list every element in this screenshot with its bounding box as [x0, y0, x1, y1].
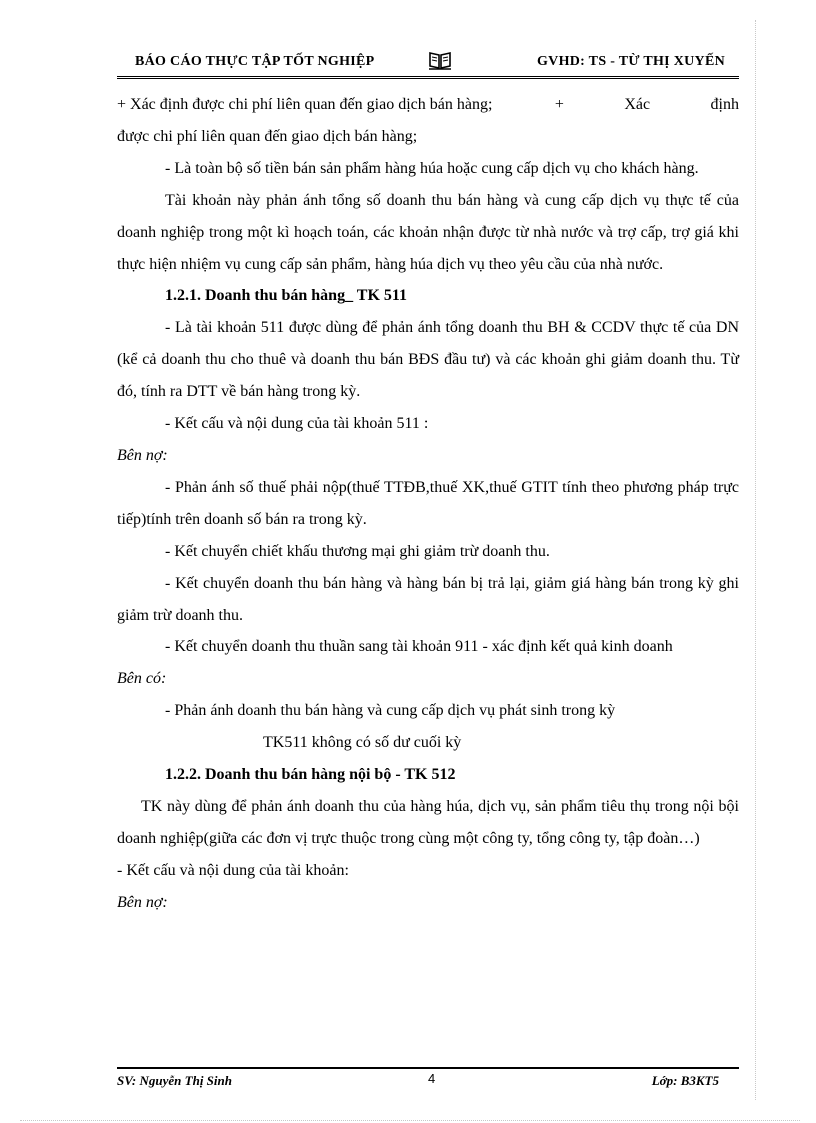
paragraph-9: - Phản ánh doanh thu bán hàng và cung cấp dịch vụ phát sinh trong kỳ — [165, 702, 616, 720]
document-body — [117, 89, 739, 919]
paragraph-8: - Kết chuyển doanh thu thuần sang tài khoản 911 - xác định kết quả kinh doanh — [165, 638, 673, 656]
header-advisor: GVHD: TS - TỪ THỊ XUYẾN — [536, 54, 725, 69]
body-line-1-plus: + — [554, 96, 564, 113]
section-heading-1-2-1: 1.2.1. Doanh thu bán hàng_ TK 511 — [165, 287, 408, 305]
page-header — [117, 50, 739, 79]
page-number: 4 — [428, 1071, 436, 1086]
body-line-1-word-2: định — [710, 96, 739, 113]
label-ben-no-2: Bên nợ: — [117, 893, 168, 911]
paragraph-4: - Kết cấu và nội dung của tài khoản 511 : — [165, 415, 429, 433]
header-report-title: BÁO CÁO THỰC TẬP TỐT NGHIỆP — [135, 54, 375, 69]
label-ben-no: Bên nợ: — [117, 446, 168, 464]
paragraph-12: - Kết cấu và nội dung của tài khoản: — [117, 861, 349, 879]
label-ben-co: Bên có: — [117, 670, 167, 688]
paragraph-6: - Kết chuyển chiết khấu thương mại ghi giảm trừ doanh thu. — [165, 542, 550, 560]
paragraph-11: TK này dùng để phản ánh doanh thu của hàng húa, dịch vụ, sản phẩm tiêu thụ trong nội bội doanh nghiệp(giữa các đơn vị trực thuộc trong cùng một công ty, tổng công ty, tập đoàn…) — [117, 797, 739, 847]
paragraph-10: TK511 không có số dư cuối kỳ — [263, 734, 462, 752]
body-line-1 — [117, 89, 739, 121]
paragraph-5: - Phản ánh số thuế phải nộp(thuế TTĐB,thuế XK,thuế GTIT tính theo phương pháp trực tiếp)tính trên doanh số bán ra trong kỳ. — [117, 478, 739, 528]
paragraph-3: - Là tài khoản 511 được dùng để phản ánh tổng doanh thu BH & CCDV thực tế của DN (kể cả doanh thu cho thuê và doanh thu bán BĐS đầu tư) và các khoản ghi giảm doanh thu. Từ đó, tính ra DTT về bán hàng trong kỳ. — [117, 319, 739, 401]
section-heading-1-2-2: 1.2.2. Doanh thu bán hàng nội bộ - TK 512 — [165, 766, 456, 784]
page-margin-guide-right — [755, 20, 756, 1100]
paragraph-2: Tài khoản này phản ánh tổng số doanh thu bán hàng và cung cấp dịch vụ thực tế của doanh nghiệp trong một kì hoạch toán, các khoản nhận được từ nhà nước và trợ cấp, trợ giá khi thực hiện nhiệm vụ cung cấp sản phẩm, hàng húa dịch vụ theo yêu cầu của nhà nước. — [117, 191, 739, 273]
page-footer — [117, 1067, 739, 1088]
book-icon — [428, 50, 452, 70]
body-line-1-word-1: Xác — [624, 96, 651, 113]
body-line-2: được chi phí liên quan đến giao dịch bán hàng; — [117, 127, 418, 145]
paragraph-1: - Là toàn bộ số tiền bán sản phẩm hàng húa hoặc cung cấp dịch vụ cho khách hàng. — [165, 159, 699, 177]
footer-student: SV: Nguyễn Thị Sinh — [117, 1073, 232, 1088]
body-line-1-left: + Xác định được chi phí liên quan đến giao dịch bán hàng; — [117, 96, 493, 113]
page-margin-guide-bottom — [20, 1120, 800, 1121]
footer-class: Lớp: B3KT5 — [651, 1073, 719, 1088]
paragraph-7: - Kết chuyển doanh thu bán hàng và hàng bán bị trả lại, giảm giá hàng bán trong kỳ ghi giảm trừ doanh thu. — [117, 574, 739, 624]
